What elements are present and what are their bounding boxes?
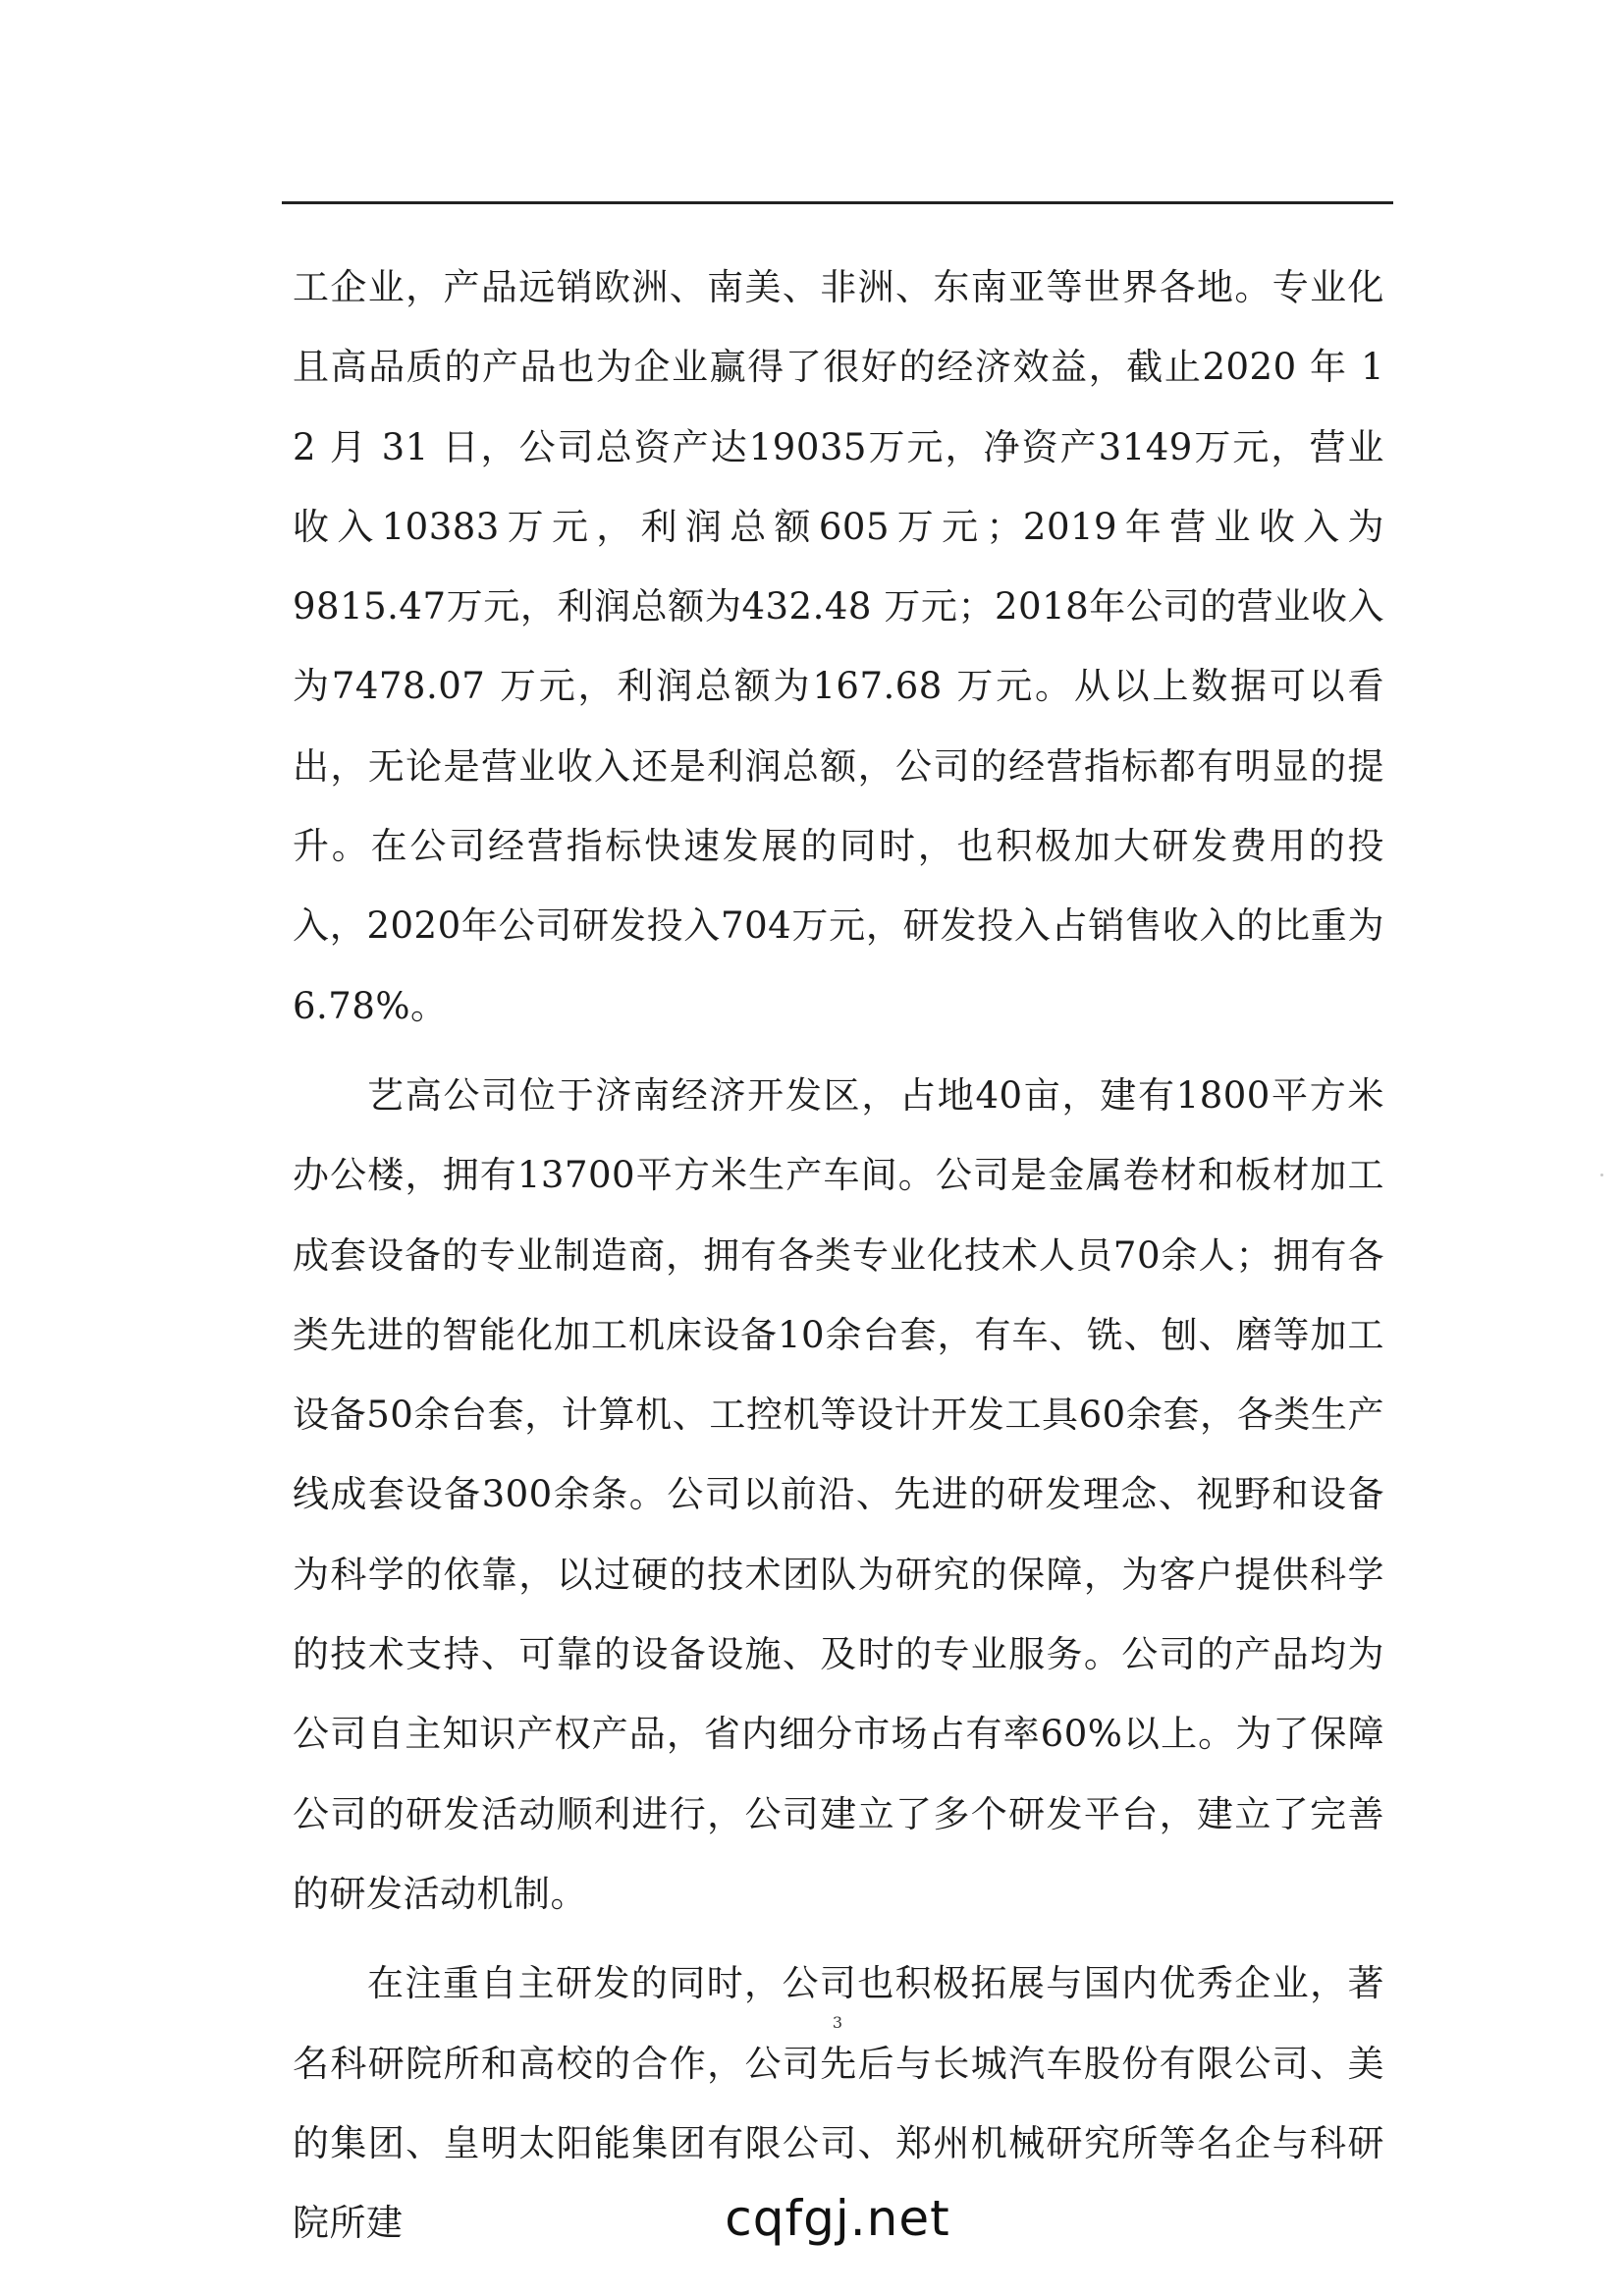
paragraph-company-overview: 艺高公司位于济南经济开发区，占地40亩，建有1800平方米办公楼，拥有13700平方米生产车间。公司是金属卷材和板材加工成套设备的专业制造商，拥有各类专业化技术人员70余人；拥有各类先进的智能化加工机床设备10余台套，有车、铣、刨、磨等加工设备50余台套，计算机、工控机等设计开发工具60余套，各类生产线成套设备300余条。公司以前沿、先进的研发理念、视野和设备为科学的依靠，以过硬的技术团队为研究的保障，为客户提供科学的技术支持、可靠的设备设施、及时的专业服务。公司的产品均为公司自主知识产权产品，省内细分市场占有率60%以上。为了保障公司的研发活动顺利进行，公司建立了多个研发平台，建立了完善的研发活动机制。: [293, 1073, 1384, 1915]
paragraph-financials: 工企业，产品远销欧洲、南美、非洲、东南亚等世界各地。专业化且高品质的产品也为企业赢得了很好的经济效益，截止2020 年 1 2 月 31 日，公司总资产达19035万元，净资产3149万元，营业收入10383万元，利润总额605万元；2019年营业收入为9815.47万元，利润总额为432.48 万元；2018年公司的营业收入为7478.07 万元，利润总额为167.68 万元。从以上数据可以看出，无论是营业收入还是利润总额，公司的经营指标都有明显的提升。在公司经营指标快速发展的同时，也积极加大研发费用的投入，2020年公司研发投入704万元，研发投入占销售收入的比重为6.78%。: [293, 266, 1384, 1027]
page-number: 3: [832, 2013, 843, 2032]
paragraph-cooperation: 在注重自主研发的同时，公司也积极拓展与国内优秀企业，著名科研院所和高校的合作，公司先后与长城汽车股份有限公司、美的集团、皇明太阳能集团有限公司、郑州机械研究所等名企与科研院所建: [293, 1962, 1384, 2245]
scan-speck: [1600, 1174, 1603, 1176]
watermark-text: cqfgj.net: [725, 2190, 950, 2247]
document-body: [293, 247, 1384, 2263]
header-rule: [282, 201, 1393, 204]
